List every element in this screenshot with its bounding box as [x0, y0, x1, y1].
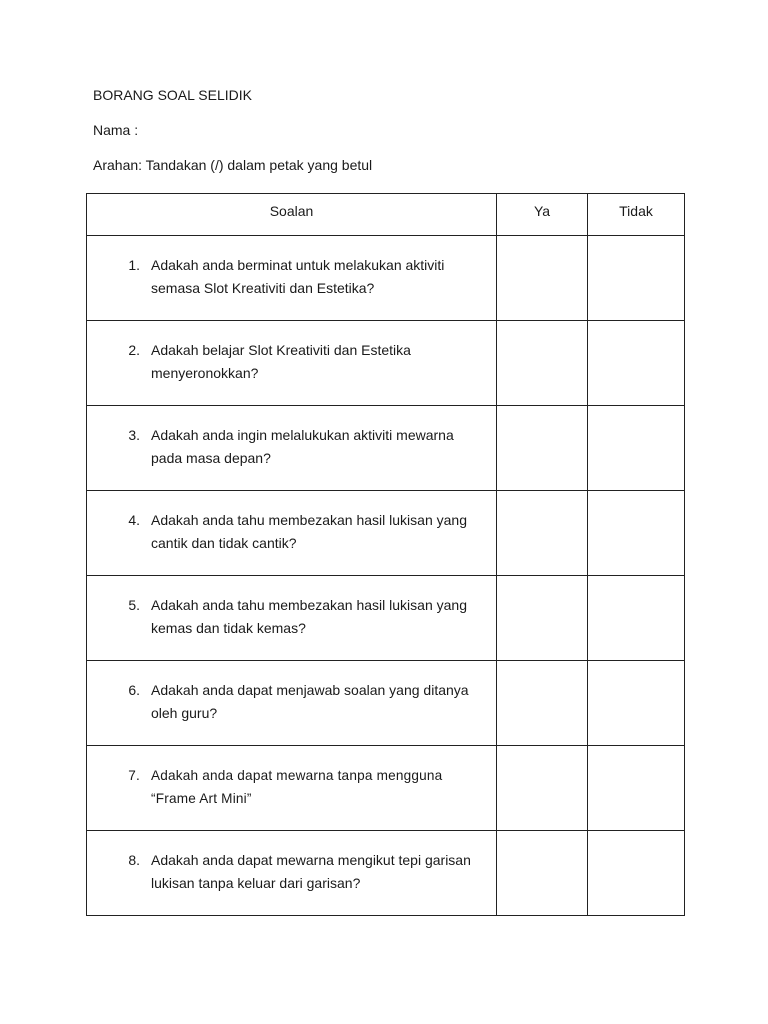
instruction-text: Arahan: Tandakan (/) dalam petak yang betul	[93, 157, 373, 173]
question-text: Adakah anda berminat untuk melakukan aktiviti semasa Slot Kreativiti dan Estetika?	[151, 257, 445, 296]
question-cell	[87, 831, 497, 916]
question-cell	[87, 491, 497, 576]
header-soalan: Soalan	[87, 194, 497, 236]
question-number: 6.	[128, 682, 140, 698]
question-number: 2.	[128, 342, 140, 358]
table-row	[87, 236, 685, 321]
answer-tidak-box[interactable]	[588, 576, 685, 661]
answer-tidak-box[interactable]	[588, 491, 685, 576]
question-number: 4.	[128, 512, 140, 528]
question-text: Adakah anda dapat menjawab soalan yang ditanya oleh guru?	[151, 682, 469, 721]
table-row	[87, 576, 685, 661]
table-row	[87, 661, 685, 746]
question-text: Adakah anda tahu membezakan hasil lukisan yang kemas dan tidak kemas?	[151, 597, 467, 636]
answer-tidak-box[interactable]	[588, 236, 685, 321]
header-tidak: Tidak	[588, 194, 685, 236]
nama-label: Nama :	[93, 122, 139, 138]
question-cell	[87, 661, 497, 746]
question-text: Adakah anda ingin melalukukan aktiviti mewarna pada masa depan?	[151, 427, 454, 466]
answer-tidak-box[interactable]	[588, 321, 685, 406]
question-number: 7.	[128, 768, 140, 783]
question-cell	[87, 746, 497, 831]
answer-ya-box[interactable]	[497, 491, 588, 576]
answer-ya-box[interactable]	[497, 831, 588, 916]
survey-table	[86, 193, 685, 916]
answer-ya-box[interactable]	[497, 321, 588, 406]
table-row	[87, 831, 685, 916]
document-title: BORANG SOAL SELIDIK	[93, 87, 252, 103]
question-text: Adakah belajar Slot Kreativiti dan Estetika menyeronokkan?	[151, 342, 411, 381]
question-text: Adakah anda tahu membezakan hasil lukisan yang cantik dan tidak cantik?	[151, 512, 467, 551]
question-cell	[87, 236, 497, 321]
header-row	[87, 194, 685, 236]
question-cell	[87, 576, 497, 661]
answer-tidak-box[interactable]	[588, 661, 685, 746]
question-cell	[87, 321, 497, 406]
question-number: 5.	[128, 597, 140, 613]
answer-ya-box[interactable]	[497, 746, 588, 831]
table-row	[87, 406, 685, 491]
answer-ya-box[interactable]	[497, 661, 588, 746]
answer-tidak-box[interactable]	[588, 406, 685, 491]
header-ya: Ya	[497, 194, 588, 236]
question-text: Adakah anda dapat mewarna tanpa mengguna “Frame Art Mini”	[151, 768, 443, 806]
table-row	[87, 491, 685, 576]
answer-ya-box[interactable]	[497, 406, 588, 491]
answer-ya-box[interactable]	[497, 236, 588, 321]
answer-ya-box[interactable]	[497, 576, 588, 661]
question-number: 1.	[128, 257, 140, 273]
answer-tidak-box[interactable]	[588, 746, 685, 831]
question-cell	[87, 406, 497, 491]
question-number: 3.	[128, 427, 140, 443]
answer-tidak-box[interactable]	[588, 831, 685, 916]
table-row	[87, 321, 685, 406]
table-row	[87, 746, 685, 831]
question-text: Adakah anda dapat mewarna mengikut tepi garisan lukisan tanpa keluar dari garisan?	[151, 852, 471, 891]
question-number: 8.	[128, 852, 140, 868]
